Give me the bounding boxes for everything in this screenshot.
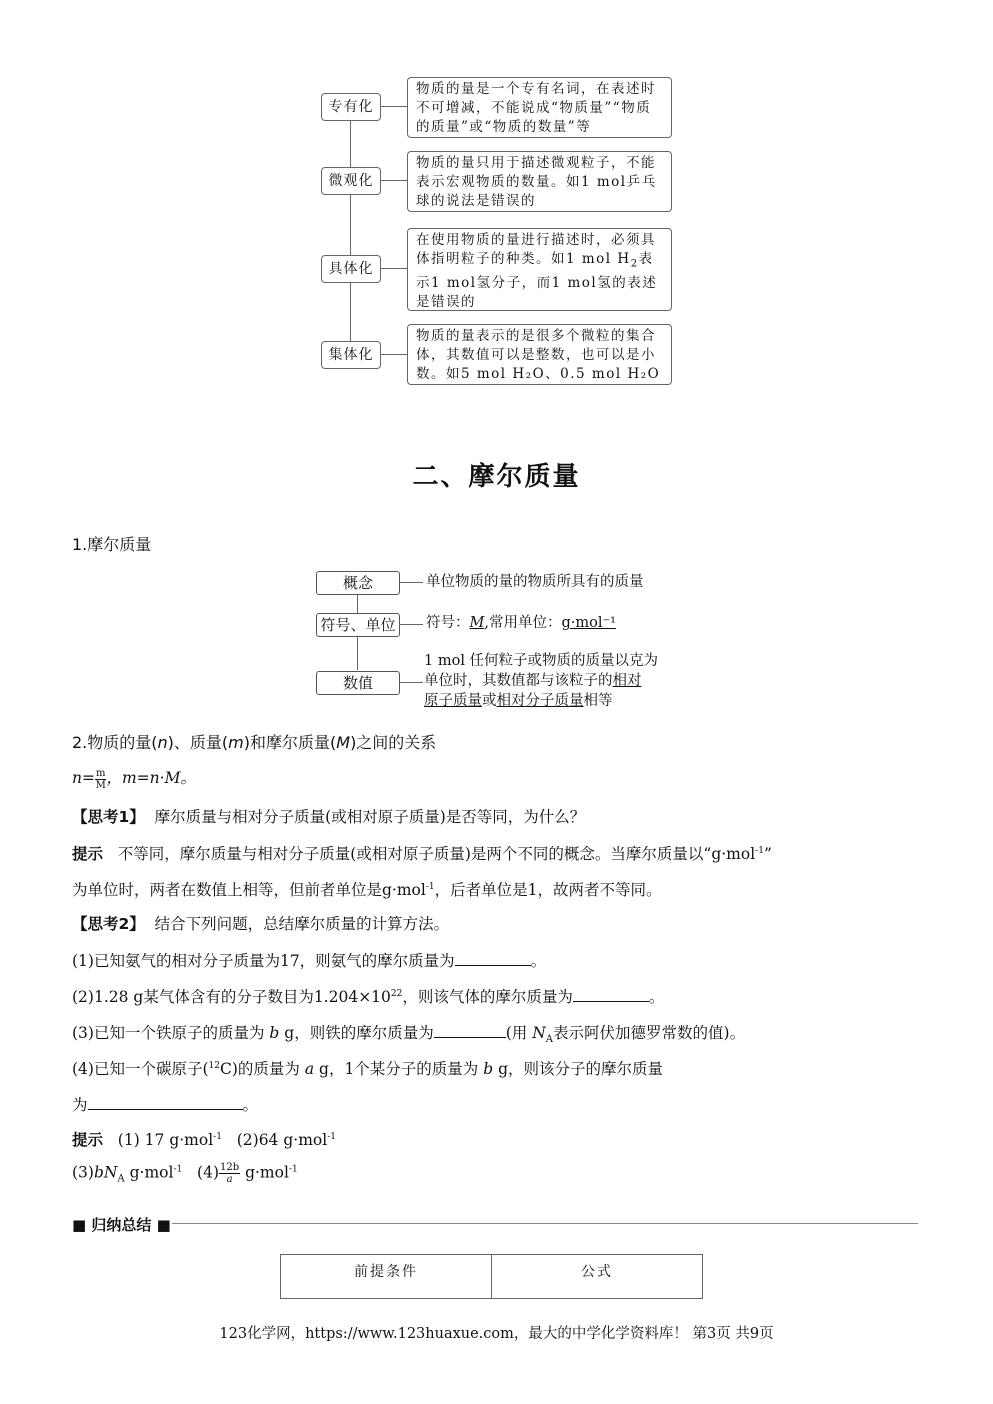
subheading-molar-mass: 1.摩尔质量 — [72, 535, 152, 554]
table-header-formula: 公式 — [492, 1255, 703, 1299]
answer-blank[interactable] — [434, 1023, 506, 1038]
diagram-spine — [350, 118, 351, 341]
connector — [399, 582, 423, 583]
label-jitihua: 集体化 — [321, 341, 381, 369]
answer-line-2: $(3)bN_A$ g·mol$^{-1}$ (4) $\frac{12b}{a} g\cdot mol^{-1}$ — [72, 1162, 298, 1185]
desc-jitihua: 物质的量表示的是很多个微粒的集合体，其数值可以是整数，也可以是小数。如5 mol H₂O、0.5 mol H₂O — [407, 324, 672, 385]
answer-blank[interactable] — [455, 951, 531, 966]
think-1: 【思考1】 摩尔质量与相对分子质量(或相对原子质量)是否等同，为什么？ — [72, 808, 586, 826]
page-footer: 123化学网，https://www.123huaxue.com，最大的中学化学资料库！ 第3页 共9页 — [219, 1326, 774, 1342]
label-concept: 概念 — [316, 571, 400, 595]
desc-jutihua: 在使用物质的量进行描述时，必须具体指明粒子的种类。如1 mol $H_2$表示1 mol氢分子，而1 mol氢的表述是错误的 — [407, 228, 672, 311]
summary-table — [280, 1254, 703, 1299]
concept-text: 单位物质的量的物质所具有的质量 — [426, 574, 644, 590]
table-header-condition: 前提条件 — [281, 1255, 492, 1299]
hint-1-line2: 为单位时，两者在数值上相等，但前者单位是g·mol$^{-1}$，后者单位是1，故两者不等同。 — [72, 881, 662, 899]
summary-divider — [172, 1223, 918, 1224]
think-2: 【思考2】 结合下列问题，总结摩尔质量的计算方法。 — [72, 915, 450, 933]
value-text: 1 mol 任何粒子或物质的质量以克为 单位时，其数值都与该粒子的相对 原子质量或相对分子质量相等 — [424, 653, 659, 709]
label-symbol-unit: 符号、单位 — [316, 613, 400, 637]
symbol-text: 符号：M,常用单位：g·mol⁻¹ — [426, 615, 616, 631]
connector — [380, 106, 407, 107]
desc-weiguanhua: 物质的量只用于描述微观粒子，不能表示宏观物质的数量。如1 mol乒乓球的说法是错误的 — [407, 151, 672, 212]
formula-line: n= $\frac{m}{M}$ ，m=n·M。 — [72, 767, 196, 791]
question-4-line1: (4)已知一个碳原子($^{12}$C)的质量为 a g，1个某分子的质量为 b g，则该分子的摩尔质量 — [72, 1060, 664, 1078]
connector — [399, 624, 423, 625]
label-weiguanhua: 微观化 — [321, 167, 381, 195]
hint-1-line1: 提示 不等同，摩尔质量与相对分子质量(或相对原子质量)是两个不同的概念。当摩尔质量以“g·mol$^{-1}$” — [72, 845, 772, 863]
subheading-relationship: 2.物质的量(n)、质量(m)和摩尔质量(M)之间的关系 — [72, 733, 437, 752]
connector — [380, 180, 407, 181]
question-4-line2: 为 。 — [72, 1096, 259, 1114]
connector — [380, 354, 407, 355]
summary-heading: ■ 归纳总结 ■ — [72, 1216, 171, 1234]
label-zhuanyouhua: 专有化 — [321, 93, 381, 121]
answer-blank[interactable] — [573, 987, 649, 1002]
question-2: (2)1.28 g某气体含有的分子数目为$1.204\times 10^{22}$，则该气体的摩尔质量为 。 — [72, 988, 665, 1006]
question-1: (1)已知氨气的相对分子质量为17，则氨气的摩尔质量为 。 — [72, 952, 547, 970]
answer-blank[interactable] — [88, 1095, 243, 1110]
desc-zhuanyouhua: 物质的量是一个专有名词，在表述时不可增减，不能说成“物质量”“物质的质量”或“物质的数量”等 — [407, 77, 672, 138]
label-value: 数值 — [316, 671, 400, 695]
question-3: (3)已知一个铁原子的质量为 b g，则铁的摩尔质量为 (用 $N_A$表示阿伏加德罗常数的值)。 — [72, 1024, 746, 1046]
connector — [399, 682, 423, 683]
connector — [380, 268, 407, 269]
label-jutihua: 具体化 — [321, 255, 381, 283]
section-title: 二、摩尔质量 — [412, 462, 581, 492]
answer-line-1: 提示 (1) 17 g·mol$^{-1}$ (2)64 g·mol$^{-1}$ — [72, 1131, 336, 1149]
